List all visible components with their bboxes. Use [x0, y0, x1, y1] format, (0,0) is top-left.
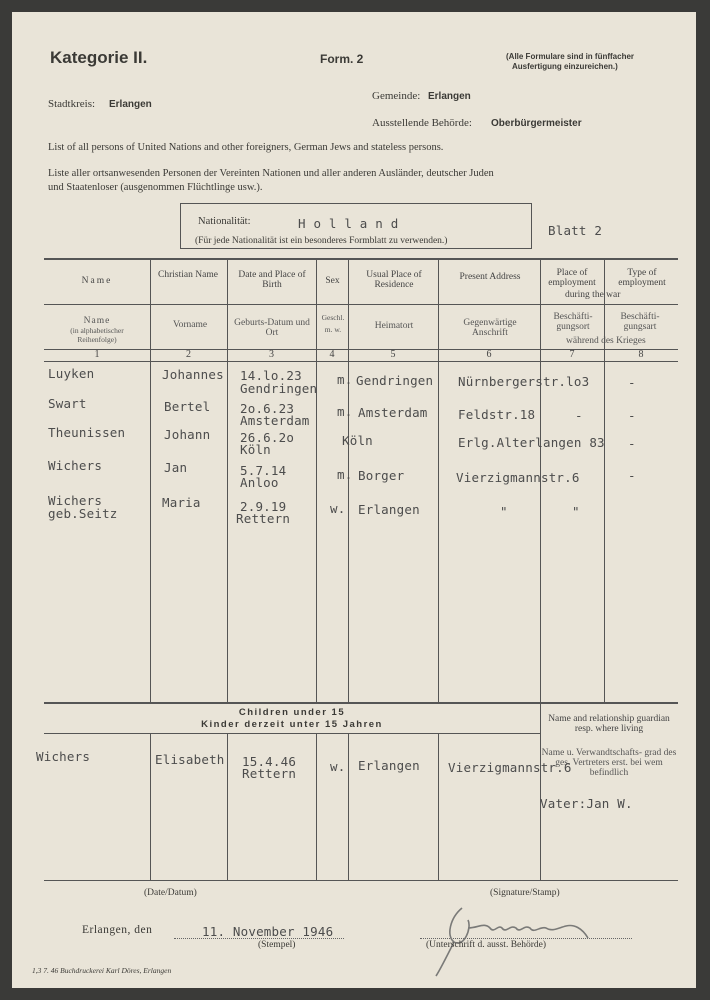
- children-col-divider-5: [438, 733, 439, 880]
- row3-place: Köln: [240, 442, 271, 457]
- row2-sex: m.: [337, 404, 353, 419]
- behoerde-value: Oberbürgermeister: [491, 118, 582, 129]
- col-header-birth-de: Geburts-Datum und Ort: [234, 318, 310, 338]
- col-header-name-de: Name: [83, 316, 111, 326]
- col-divider-7: [604, 258, 605, 702]
- stadtkreis-label: Stadtkreis:: [48, 98, 96, 110]
- row2-emp-type: -: [628, 408, 636, 423]
- row1-emp-type: -: [628, 375, 636, 390]
- stempel-label: (Stempel): [258, 940, 296, 950]
- col-divider-2: [227, 258, 228, 702]
- row5-heimat: Erlangen: [358, 502, 420, 517]
- behoerde-label: Ausstellende Behörde:: [372, 117, 472, 129]
- nationality-note: (Für jede Nationalität ist ein besonderes Formblatt zu verwenden.): [195, 236, 448, 246]
- blatt-number: Blatt 2: [548, 223, 603, 238]
- children-col-divider-4: [348, 733, 349, 880]
- row3-address: Erlg.Alterlangen 83: [458, 435, 605, 450]
- date-label: (Date/Datum): [144, 888, 197, 898]
- copies-note-line2: Ausfertigung einzureichen.): [512, 62, 618, 71]
- row2-name: Swart: [48, 396, 87, 411]
- col-header-name-de-sub: (in alphabetischer Reihenfolge): [70, 326, 124, 344]
- row1-date: 14.lo.23: [240, 368, 302, 383]
- row2-date: 2o.6.23: [240, 401, 295, 416]
- row2-emp-place: -: [575, 408, 583, 423]
- child-address: Vierzigmannstr.6: [448, 760, 572, 775]
- list-description-en: List of all persons of United Nations and other foreigners, German Jews and stateless persons.: [48, 142, 444, 153]
- col-header-sex-en: Sex: [325, 276, 340, 286]
- col-divider-5: [438, 258, 439, 702]
- row5-address: ": [500, 504, 508, 519]
- col-number-1: 1: [94, 349, 100, 360]
- row4-place: Anloo: [240, 475, 279, 490]
- row1-heimat: Gendringen: [356, 373, 434, 388]
- col-header-sex-de: Geschl. m. w.: [321, 313, 345, 334]
- row4-sex: m.: [337, 467, 353, 482]
- row4-heimat: Borger: [358, 468, 405, 483]
- list-description-de-2: und Staatenloser (ausgenommen Flüchtlinge usw.).: [48, 182, 263, 193]
- nationality-label: Nationalität:: [198, 216, 251, 227]
- row1-place: Gendringen: [240, 381, 318, 396]
- child-sex: w.: [330, 759, 346, 774]
- nationality-value: H o l l a n d: [298, 216, 399, 231]
- row2-vorname: Bertel: [164, 399, 211, 414]
- table-top-border: [44, 258, 678, 260]
- row3-name: Theunissen: [48, 425, 126, 440]
- row1-vorname: Johannes: [162, 367, 224, 382]
- col-header-residence-en: Usual Place of Residence: [366, 270, 422, 290]
- row5-name-line2: geb.Seitz: [48, 506, 118, 521]
- row1-name: Luyken: [48, 366, 95, 381]
- row4-date: 5.7.14: [240, 463, 287, 478]
- kategorie-title: Kategorie II.: [50, 48, 148, 67]
- children-header-divider: [44, 733, 540, 734]
- col-number-7: 7: [569, 349, 575, 360]
- row5-date: 2.9.19: [240, 499, 287, 514]
- handwritten-signature: [432, 898, 612, 978]
- row2-place: Amsterdam: [240, 413, 310, 428]
- row3-heimat: Köln: [342, 433, 373, 448]
- col78-span-de: während des Krieges: [566, 336, 646, 346]
- form-sheet: [12, 12, 696, 988]
- gemeinde-value: Erlangen: [428, 91, 471, 102]
- row5-sex: w.: [330, 501, 346, 516]
- col-number-4: 4: [329, 349, 335, 360]
- header-bottom-border: [44, 361, 678, 362]
- row4-name: Wichers: [48, 458, 103, 473]
- col-header-birth-en: Date and Place of Birth: [238, 270, 306, 290]
- copies-note-line1: (Alle Formulare sind in fünffacher: [506, 52, 635, 61]
- col-header-emp-place-en: Place of employment: [548, 268, 596, 288]
- child-guardian: Vater:Jan W.: [540, 796, 633, 811]
- row5-emp-place: ": [572, 504, 580, 519]
- col-header-vorname-de: Vorname: [172, 320, 208, 330]
- col-header-christian-name-en: Christian Name: [158, 270, 218, 280]
- col-header-name-en: Name: [81, 276, 113, 286]
- col78-span-en: during the war: [565, 290, 621, 300]
- row5-vorname: Maria: [162, 495, 201, 510]
- gemeinde-label: Gemeinde:: [372, 90, 421, 102]
- guardian-header-de: Name u. Verwandtschafts- grad des ges. Vertreters erst. bei wem befindlich: [541, 748, 677, 778]
- row3-vorname: Johann: [164, 427, 211, 442]
- row3-emp-type: -: [628, 436, 636, 451]
- signature-label: (Signature/Stamp): [490, 888, 560, 898]
- printer-imprint: 1,3 7. 46 Buchdruckerei Karl Döres, Erlangen: [32, 966, 172, 975]
- footer-place: Erlangen, den: [82, 924, 153, 936]
- col-number-5: 5: [390, 349, 396, 360]
- children-title-de: Kinder derzeit unter 15 Jahren: [201, 719, 383, 730]
- row4-vorname: Jan: [164, 460, 188, 475]
- child-heimat: Erlangen: [358, 758, 420, 773]
- footer-date-value: 11. November 1946: [202, 924, 334, 939]
- children-col-divider-3: [316, 733, 317, 880]
- row1-address: Nürnbergerstr.lo3: [458, 374, 590, 389]
- col-number-6: 6: [486, 349, 492, 360]
- col-header-emp-type-en: Type of employment: [618, 268, 666, 288]
- col-divider-1: [150, 258, 151, 702]
- row5-name: Wichers: [48, 493, 103, 508]
- col-header-heimatort-de: Heimatort: [374, 321, 414, 331]
- list-description-de-1: Liste aller ortsanwesenden Personen der Vereinten Nationen und aller anderen Ausländer, deutscher Juden: [48, 168, 494, 179]
- col-number-8: 8: [638, 349, 644, 360]
- stadtkreis-value: Erlangen: [109, 99, 152, 110]
- child-vorname: Elisabeth: [155, 752, 225, 767]
- children-col-divider-1: [150, 733, 151, 880]
- child-date: 15.4.46: [242, 754, 297, 769]
- col-divider-3: [316, 258, 317, 702]
- children-bottom-border: [44, 880, 678, 881]
- header-divider-en-de: [44, 304, 678, 305]
- col-number-3: 3: [269, 349, 274, 360]
- row2-heimat: Amsterdam: [358, 405, 428, 420]
- col-header-address-en: Present Address: [459, 272, 521, 282]
- col-number-2: 2: [186, 349, 191, 360]
- form-number: Form. 2: [320, 52, 364, 66]
- guardian-header-en: Name and relationship guardian resp. where living: [548, 714, 670, 734]
- col-header-emp-place-de: Beschäfti-gungsort: [553, 312, 593, 332]
- row5-place: Rettern: [236, 511, 291, 526]
- children-top-border: [44, 702, 678, 704]
- row1-sex: m.: [337, 372, 353, 387]
- row2-address: Feldstr.18: [458, 407, 536, 422]
- row4-emp-type: -: [628, 468, 636, 483]
- row3-date: 26.6.2o: [240, 430, 295, 445]
- children-title-en: Children under 15: [238, 707, 346, 718]
- unterschrift-label: (Unterschrift d. ausst. Behörde): [426, 940, 547, 950]
- col-header-address-de: Gegenwärtige Anschrift: [463, 318, 517, 338]
- row4-address: Vierzigmannstr.6: [456, 470, 580, 485]
- col-header-emp-type-de: Beschäfti-gungsart: [620, 312, 660, 332]
- child-name: Wichers: [36, 749, 91, 764]
- children-col-divider-2: [227, 733, 228, 880]
- child-place: Rettern: [242, 766, 297, 781]
